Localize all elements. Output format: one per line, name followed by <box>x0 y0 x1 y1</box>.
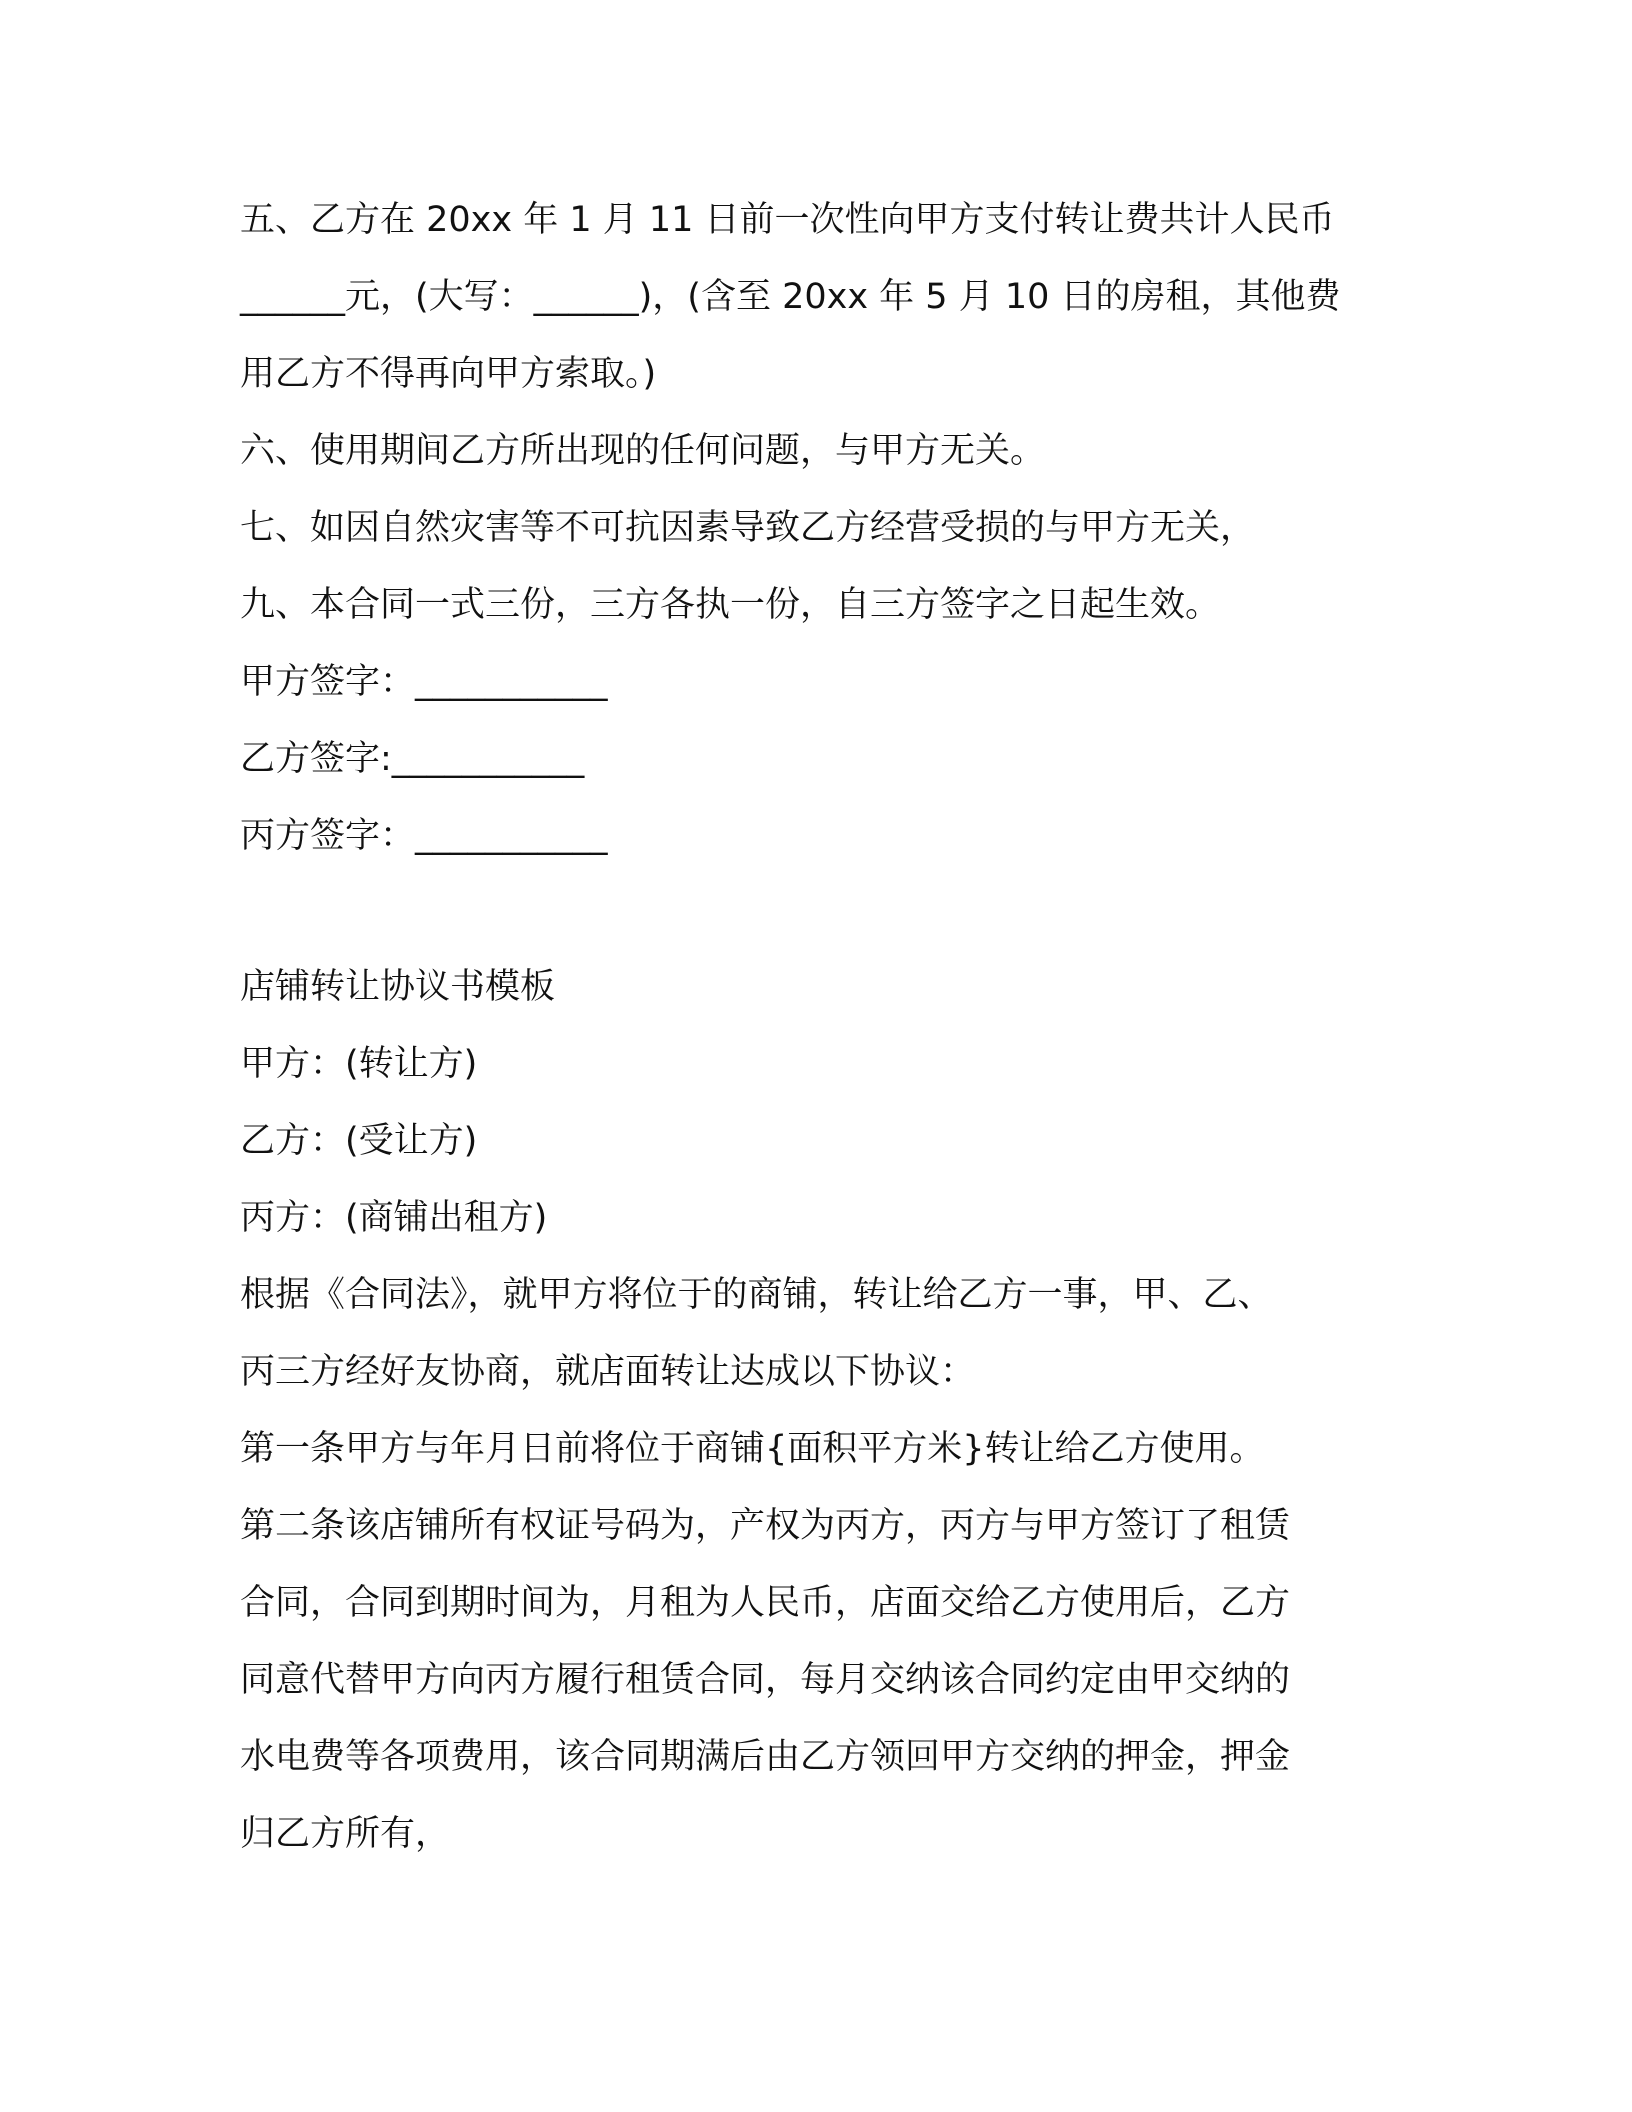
section-gap <box>240 883 1400 957</box>
article-two-line-5: 归乙方所有， <box>240 1814 451 1854</box>
party-c-line: 丙方：(商铺出租方) <box>240 1198 548 1238</box>
article-two-line-1: 第二条该店铺所有权证号码为，产权为丙方，丙方与甲方签订了租赁 <box>240 1506 1291 1546</box>
article-two-line-3: 同意代替甲方向丙方履行租赁合同，每月交纳该合同约定由甲交纳的 <box>240 1660 1291 1700</box>
clause-seven: 七、如因自然灾害等不可抗因素导致乙方经营受损的与甲方无关， <box>240 508 1256 548</box>
article-two-line-2: 合同，合同到期时间为，月租为人民币，店面交给乙方使用后，乙方 <box>240 1583 1291 1623</box>
preamble-line-2: 丙三方经好友协商，就店面转让达成以下协议： <box>240 1352 976 1392</box>
party-a-line: 甲方：(转让方) <box>240 1044 478 1084</box>
document-page <box>240 190 1400 1881</box>
clause-six: 六、使用期间乙方所出现的任何问题，与甲方无关。 <box>240 431 1046 471</box>
clause-five-line-2: ______元，(大写：______)，(含至 20xx 年 5 月 10 日的房租，其他费 <box>240 277 1341 317</box>
party-b-signature: 乙方签字:___________ <box>240 739 585 779</box>
clause-five-line-3: 用乙方不得再向甲方索取。) <box>240 354 657 394</box>
party-c-signature: 丙方签字：___________ <box>240 816 608 856</box>
clause-nine: 九、本合同一式三份，三方各执一份，自三方签字之日起生效。 <box>240 585 1221 625</box>
agreement-title: 店铺转让协议书模板 <box>240 967 556 1007</box>
party-a-signature: 甲方签字：___________ <box>240 662 608 702</box>
article-one: 第一条甲方与年月日前将位于商铺{面积平方米}转让给乙方使用。 <box>240 1429 1265 1469</box>
preamble-line-1: 根据《合同法》，就甲方将位于的商铺，转让给乙方一事，甲、乙、 <box>240 1275 1273 1315</box>
party-b-line: 乙方：(受让方) <box>240 1121 478 1161</box>
article-two-line-4: 水电费等各项费用，该合同期满后由乙方领回甲方交纳的押金，押金 <box>240 1737 1291 1777</box>
clause-five-line-1: 五、乙方在 20xx 年 1 月 11 日前一次性向甲方支付转让费共计人民币 <box>240 200 1335 240</box>
